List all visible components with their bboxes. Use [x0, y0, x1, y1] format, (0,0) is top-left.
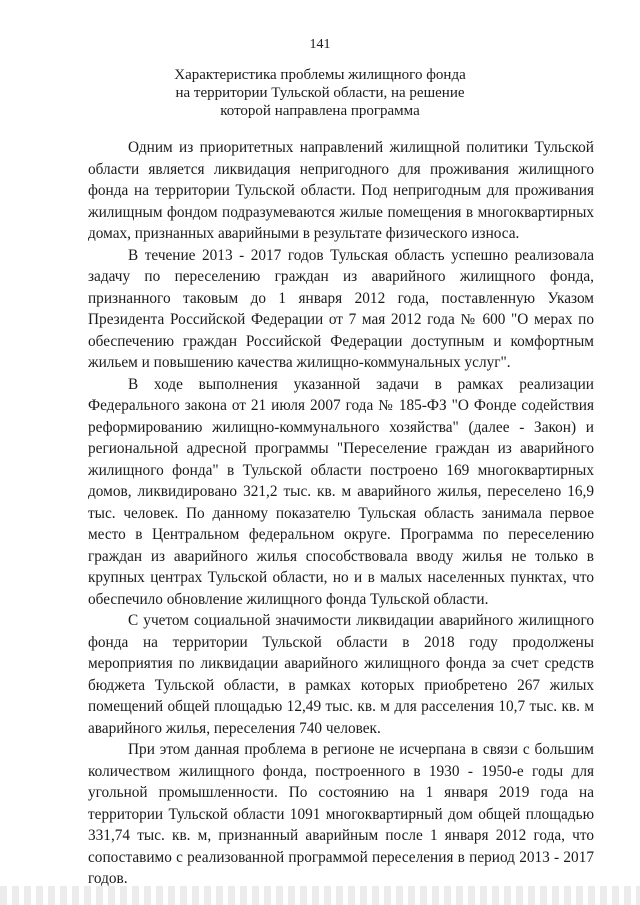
paragraph: С учетом социальной значимости ликвидации аварийного жилищного фонда на территории Тульской области в 2018 году продолжены мероприятия по ликвидации аварийного жилищного фонда за счет средств бюджета Тульской области, в рамках которых приобретено 267 жилых помещений общей площадью 12,49 тыс. кв. м для расселения 10,7 тыс. кв. м аварийного жилья, переселения 740 человек. [88, 612, 594, 737]
heading-line: Характеристика проблемы жилищного фонда [174, 67, 466, 83]
page-number: 141 [309, 37, 331, 52]
paragraph: В ходе выполнения указанной задачи в рамках реализации Федерального закона от 21 июля 2007 года № 185-ФЗ "О Фонде содействия реформированию жилищно-коммунального хозяйства" (далее - Закон) и региональной адресной программы "Переселение граждан из аварийного жилищного фонда" в Тульской области построено 169 многоквартирных домов, ликвидировано 321,2 тыс. кв. м аварийного жилья, переселено 16,9 тыс. человек. По данному показателю Тульская область занимала первое место в Центральном федеральном округе. Программа по переселению граждан из аварийного жилья способствовала вводу жилья не только в крупных центрах Тульской области, но и в малых населенных пунктах, что обеспечило обновление жилищного фонда Тульской области. [88, 375, 594, 608]
paragraph: В течение 2013 - 2017 годов Тульская область успешно реализовала задачу по переселению граждан из аварийного жилищного фонда, признанного таковым до 1 января 2012 года, поставленную Указом Президента Российской Федерации от 7 мая 2012 года № 600 "О мерах по обеспечению граждан Российской Федерации доступным и комфортным жильем и повышению качества жилищно-коммунальных услуг". [88, 246, 594, 371]
heading-line: которой направлена программа [220, 103, 420, 119]
scan-edge-artifact [0, 886, 640, 905]
body-text [88, 137, 594, 890]
section-heading [0, 66, 640, 120]
paragraph: Одним из приоритетных направлений жилищной политики Тульской области является ликвидация непригодного для проживания жилищного фонда на территории Тульской области. Под непригодным для проживания жилищным фондом подразумеваются жилые помещения в многоквартирных домах, признанных аварийными в результате физического износа. [88, 139, 594, 242]
heading-line: на территории Тульской области, на решение [175, 85, 465, 101]
paragraph: При этом данная проблема в регионе не исчерпана в связи с большим количеством жилищного фонда, построенного в 1930 - 1950-е годы для угольной промышленности. По состоянию на 1 января 2019 года на территории Тульской области 1091 многоквартирный дом общей площадью 331,74 тыс. кв. м, признанный аварийным после 1 января 2012 года, что сопоставимо с реализованной программой переселения в период 2013 - 2017 годов. [88, 741, 594, 887]
